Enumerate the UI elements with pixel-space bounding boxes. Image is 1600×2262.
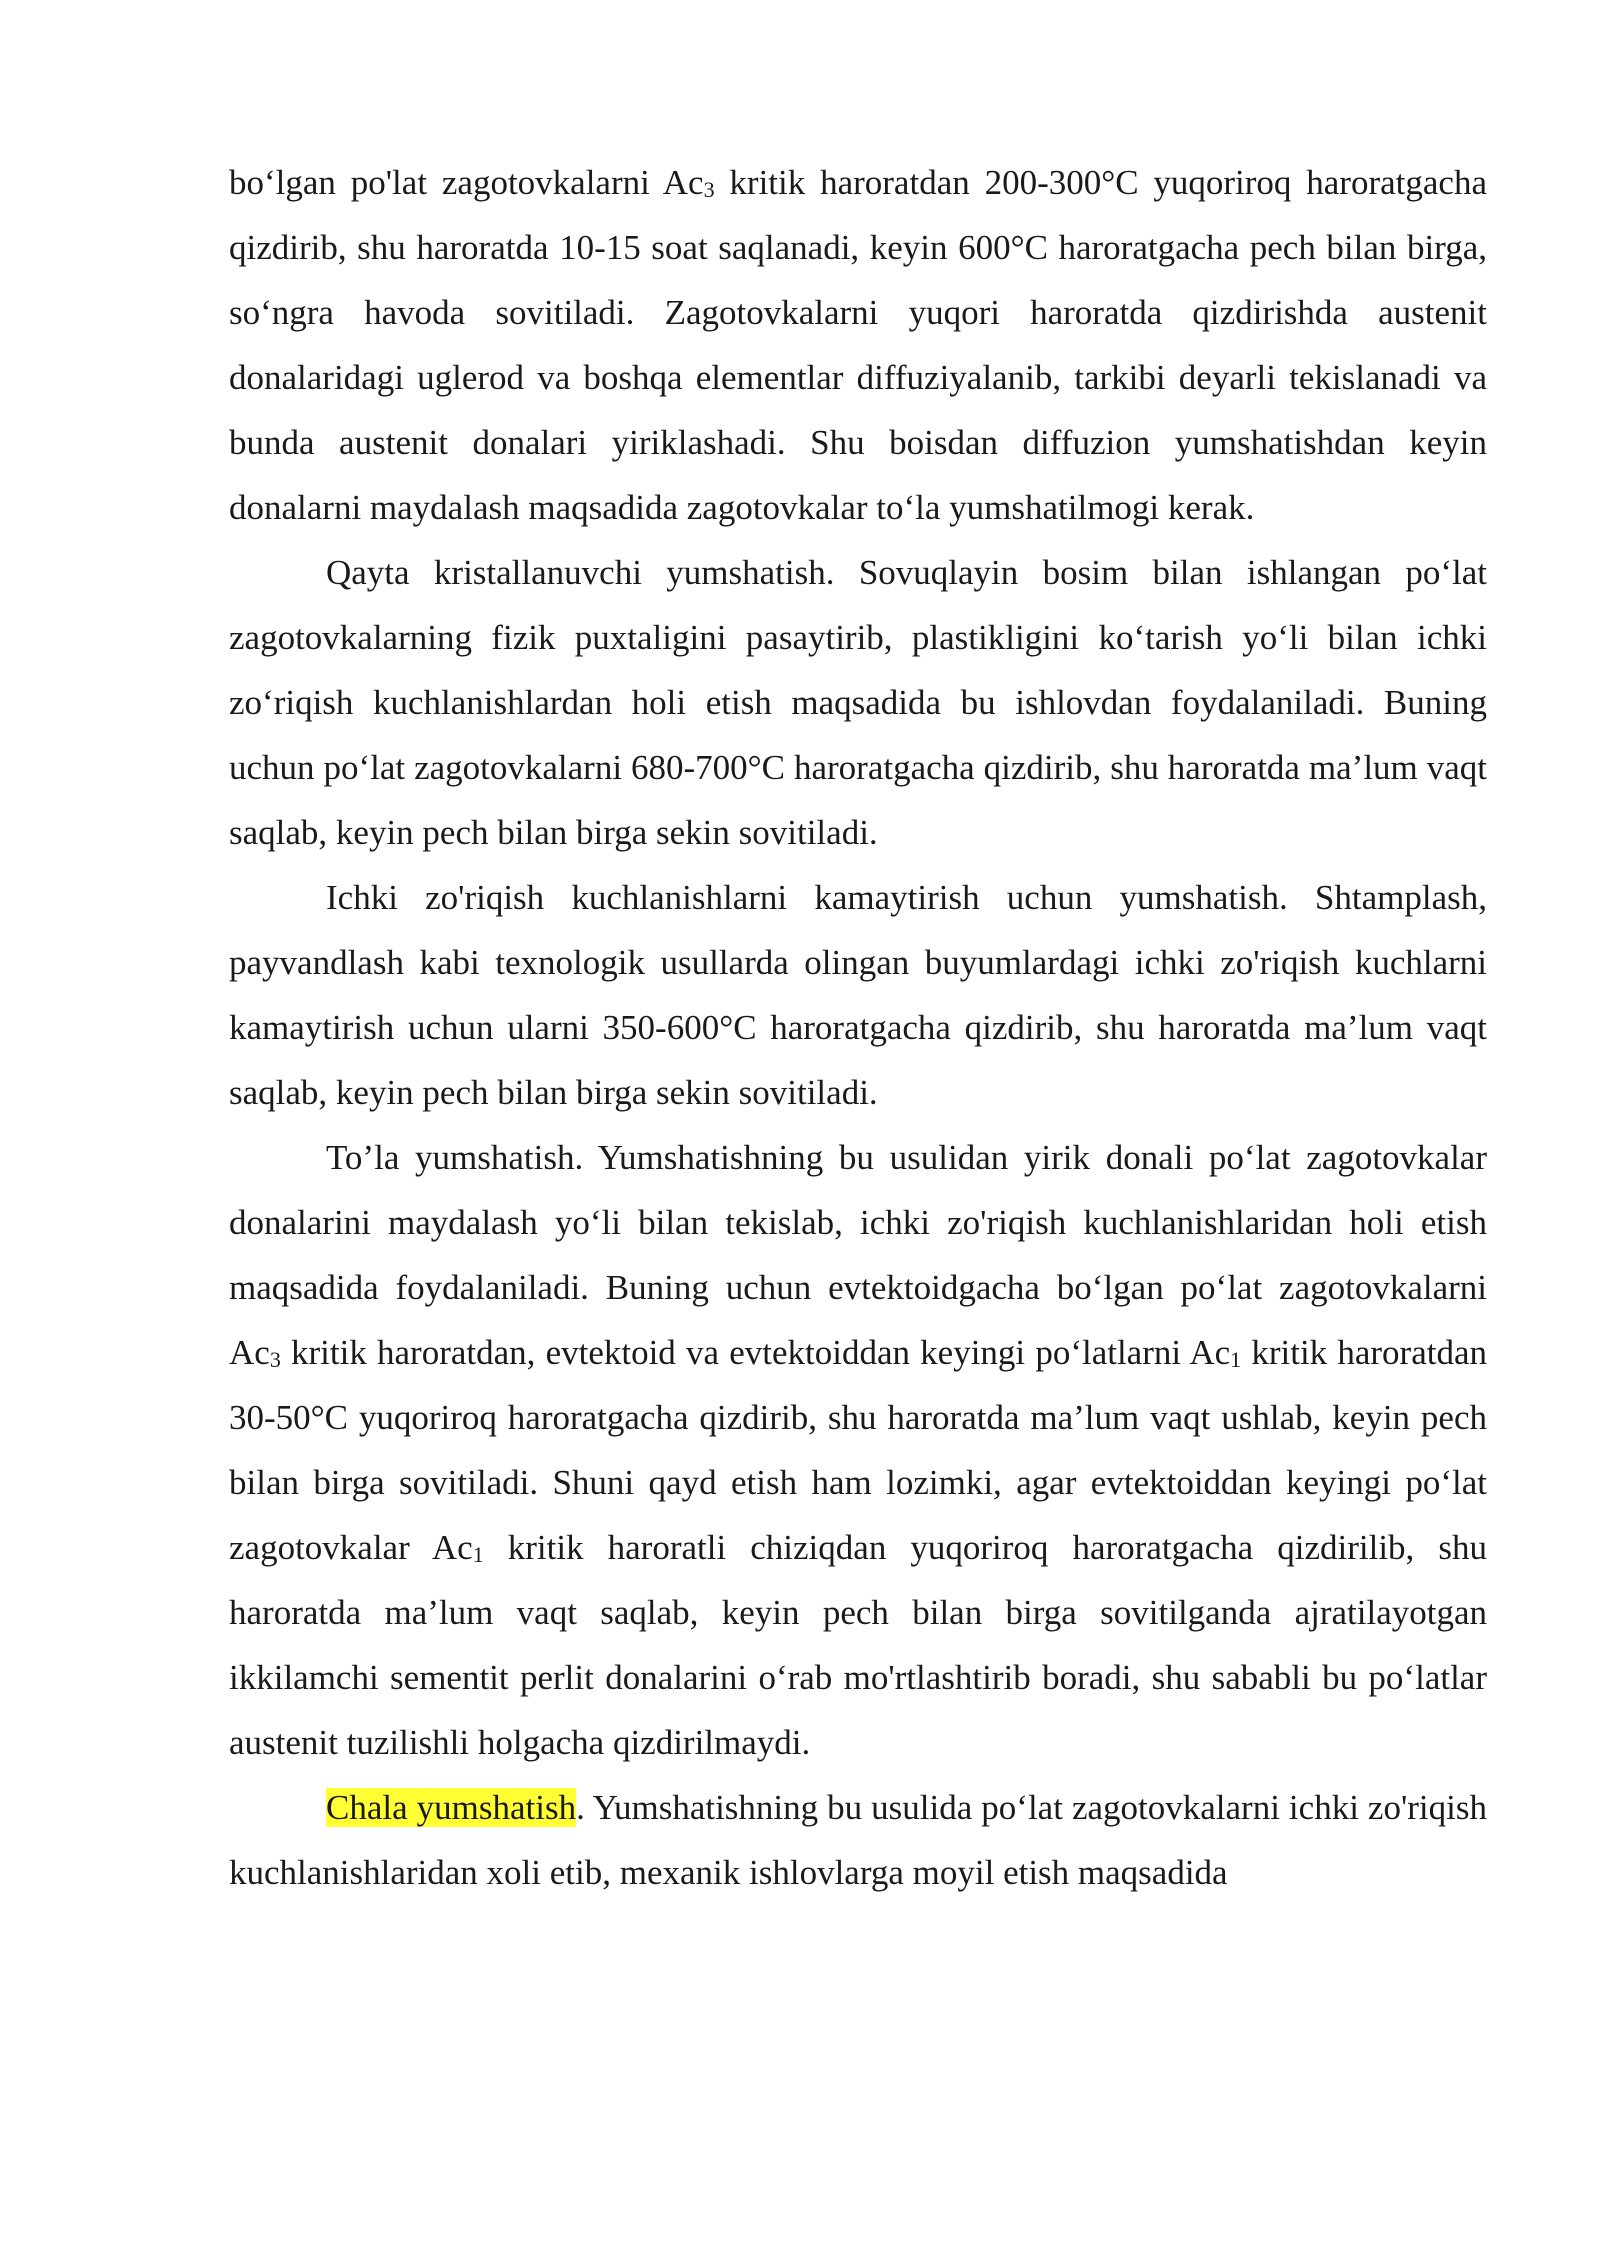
highlighted-term: Chala yumshatish xyxy=(326,1788,577,1827)
text-run: To’la yumshatish. Yumshatishning bu usulidan yirik donali po‘lat zagotovkalar donalarini maydalash yo‘li bilan tekislab, ichki zo'riqish kuchlanishlaridan holi etish maqsadida foydalaniladi. Buning uchun evtektoidgacha bo‘lgan po‘lat zagotovkalarni Ac xyxy=(229,1138,1487,1372)
document-page xyxy=(229,150,1487,1905)
text-run: Qayta kristallanuvchi yumshatish. Sovuqlayin bosim bilan ishlangan po‘lat zagotovkalarning fizik puxtaligini pasaytirib, plastikligini ko‘tarish yo‘li bilan ichki zo‘riqish kuchlanishlardan holi etish maqsadida bu ishlovdan foydalaniladi. Buning uchun po‘lat zagotovkalarni 680-700°C haroratgacha qizdirib, shu haroratda ma’lum vaqt saqlab, keyin pech bilan birga sekin sovitiladi. xyxy=(229,553,1487,852)
paragraph-diffusion-annealing-continued xyxy=(229,150,1487,540)
subscript-index: 3 xyxy=(703,177,715,202)
text-run: kritik haroratdan 200-300°C yuqoriroq haroratgacha qizdirib, shu haroratda 10-15 soat saqlanadi, keyin 600°C haroratgacha pech bilan birga, so‘ngra havoda sovitiladi. Zagotovkalarni yuqori haroratda qizdirishda austenit donalaridagi uglerod va boshqa elementlar diffuziyalanib, tarkibi deyarli tekislanadi va bunda austenit donalari yiriklashadi. Shu boisdan diffuzion yumshatishdan keyin donalarni maydalash maqsadida zagotovkalar to‘la yumshatilmogi kerak. xyxy=(229,163,1487,527)
paragraph-full-annealing xyxy=(229,1125,1487,1775)
paragraph-recrystallization-annealing xyxy=(229,540,1487,865)
text-run: Ichki zo'riqish kuchlanishlarni kamaytirish uchun yumshatish. Shtamplash, payvandlash kabi texnologik usullarda olingan buyumlardagi ichki zo'riqish kuchlarni kamaytirish uchun ularni 350-600°C haroratgacha qizdirib, shu haroratda ma’lum vaqt saqlab, keyin pech bilan birga sekin sovitiladi. xyxy=(229,878,1487,1112)
paragraph-partial-annealing xyxy=(229,1775,1487,1905)
text-run: kritik haroratli chiziqdan yuqoriroq haroratgacha qizdirilib, shu haroratda ma’lum vaqt saqlab, keyin pech bilan birga sovitilganda ajratilayotgan ikkilamchi sementit perlit donalarini o‘rab mo'rtlashtirib boradi, shu sababli bu po‘latlar austenit tuzilishli holgacha qizdirilmaydi. xyxy=(229,1528,1487,1762)
subscript-index: 1 xyxy=(472,1542,484,1567)
text-run: bo‘lgan po'lat zagotovkalarni Ac xyxy=(229,163,704,202)
subscript-index: 3 xyxy=(269,1347,281,1372)
text-run: kritik haroratdan 30-50°C yuqoriroq haroratgacha qizdirib, shu haroratda ma’lum vaqt ushlab, keyin pech bilan birga sovitiladi. Shuni qayd etish ham lozimki, agar evtektoiddan keyingi po‘lat zagotovkalar Ac xyxy=(229,1333,1487,1567)
text-run: . Yumshatishning bu usulida po‘lat zagotovkalarni ichki zo'riqish kuchlanishlaridan xoli etib, mexanik ishlovlarga moyil etish maqsadida xyxy=(229,1788,1487,1892)
paragraph-stress-relief-annealing xyxy=(229,865,1487,1125)
subscript-index: 1 xyxy=(1230,1347,1242,1372)
text-run: kritik haroratdan, evtektoid va evtektoiddan keyingi po‘latlarni Ac xyxy=(280,1333,1231,1372)
